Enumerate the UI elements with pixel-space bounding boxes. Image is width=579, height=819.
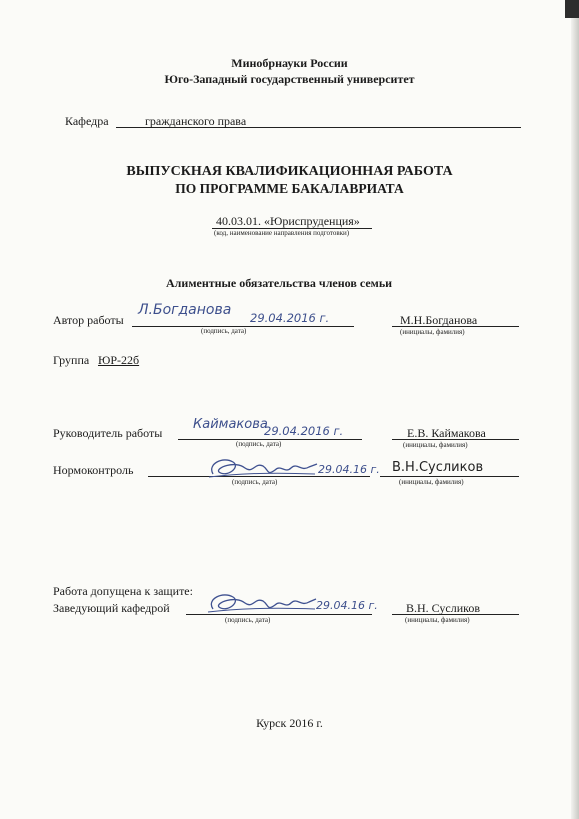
supervisor-name-underline (392, 439, 519, 440)
work-title-line1: ВЫПУСКНАЯ КВАЛИФИКАЦИОННАЯ РАБОТА (126, 164, 453, 179)
page-edge-shadow (571, 0, 579, 819)
supervisor-name-caption: (инициалы, фамилия) (403, 441, 468, 449)
normcontrol-name-caption: (инициалы, фамилия) (399, 478, 464, 486)
study-direction: 40.03.01. «Юриспруденция» (216, 214, 360, 228)
head-signature-caption: (подпись, дата) (225, 616, 271, 624)
author-name-underline (392, 326, 519, 327)
study-direction-caption: (код, наименование направления подготовки) (214, 229, 350, 237)
supervisor-name: Е.В. Каймакова (407, 426, 486, 440)
head-name: В.Н. Сусликов (406, 601, 480, 615)
supervisor-label: Руководитель работы (53, 426, 163, 440)
head-name-underline (392, 614, 519, 615)
normcontrol-label: Нормоконтроль (53, 463, 134, 477)
normcontrol-name-underline (380, 476, 519, 477)
head-of-department-label: Заведующий кафедрой (53, 601, 170, 615)
work-title-line2: ПО ПРОГРАММЕ БАКАЛАВРИАТА (175, 181, 404, 196)
city-year: Курск 2016 г. (256, 716, 323, 730)
author-signature: Л.Богданова (138, 302, 232, 318)
department-value: гражданского права (145, 114, 247, 128)
author-name-caption: (инициалы, фамилия) (400, 328, 465, 336)
head-signature-date: 29.04.16 г. (316, 599, 378, 612)
normcontrol-signature-caption: (подпись, дата) (232, 478, 278, 486)
author-signature-date: 29.04.2016 г. (250, 311, 330, 325)
supervisor-signature-date: 29.04.2016 г. (264, 424, 344, 438)
normcontrol-name: В.Н.Сусликов (392, 460, 484, 475)
scan-corner (565, 0, 579, 18)
supervisor-signature-caption: (подпись, дата) (236, 440, 282, 448)
group-label: Группа (53, 353, 90, 367)
group-value: ЮР-22б (98, 353, 140, 367)
head-signature-scribble (203, 587, 318, 619)
thesis-topic: Алиментные обязательства членов семьи (166, 276, 393, 290)
university-name: Юго-Западный государственный университет (164, 72, 415, 86)
author-signature-caption: (подпись, дата) (201, 327, 247, 335)
normcontrol-signature-date: 29.04.16 г. (318, 463, 380, 476)
author-name: М.Н.Богданова (400, 313, 478, 327)
ministry-name: Минобрнауки России (231, 56, 348, 70)
admission-label: Работа допущена к защите: (53, 584, 193, 598)
author-label: Автор работы (53, 313, 124, 327)
head-name-caption: (инициалы, фамилия) (405, 616, 470, 624)
supervisor-signature: Каймакова (193, 417, 268, 432)
department-label: Кафедра (65, 114, 109, 128)
